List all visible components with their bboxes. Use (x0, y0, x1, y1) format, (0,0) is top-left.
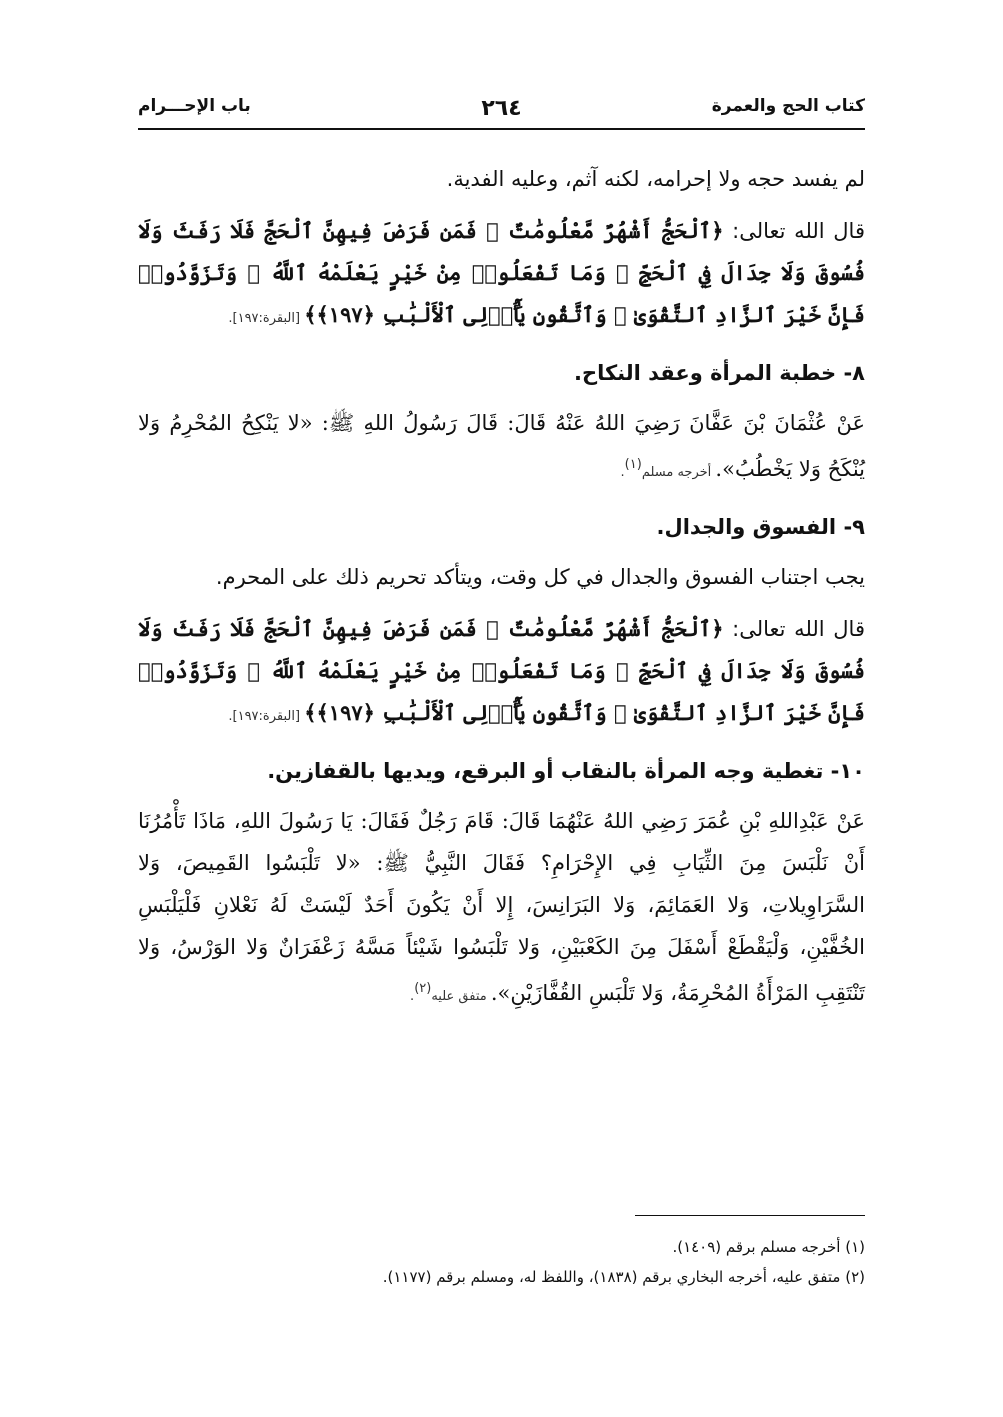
hadith-block: عَنْ عُثْمَانَ بْنَ عَفَّانَ رَضِيَ اللهُ عَنْهُ قَالَ: قَالَ رَسُولُ اللهِ ﷺ: «لا يَنْكِحُ المُحْرِمُ وَلا يُنْكَحُ وَلا يَخْطُبُ». أخرجه مسلم$^{(١)}$. (138, 411, 865, 481)
hadith-text: عَنْ عُثْمَانَ بْنَ عَفَّانَ رَضِيَ اللهُ عَنْهُ قَالَ: قَالَ رَسُولُ اللهِ ﷺ: «لا يَنْكِحُ المُحْرِمُ وَلا يُنْكَحُ وَلا يَخْطُبُ». (138, 411, 865, 481)
section-heading-8: ٨- خطبة المرأة وعقد النكاح. (573, 361, 865, 385)
hadith-text: عَنْ عَبْدِاللهِ بْنِ عُمَرَ رَضِي اللهُ عَنْهُمَا قَالَ: قَامَ رَجُلٌ فَقَالَ: يَا رَسُولَ اللهِ، مَاذَا تَأْمُرُنَا أَنْ نَلْبَسَ مِنَ الثِّيَابِ فِي الإِحْرَامِ؟ فَقَالَ النَّبِيُّ ﷺ: «لا تَلْبَسُوا القَمِيصَ، وَلا السَّرَاوِيلاتِ، وَلا العَمَائِمَ، وَلا البَرَانِسَ، إِلا أَنْ يَكُونَ أَحَدٌ لَيْسَتْ لَهُ نَعْلانِ فَلْيَلْبَسِ الخُفَّيْنِ، وَلْيَقْطَعْ أَسْفَلَ مِنَ الكَعْبَيْنِ، وَلا تَلْبَسُوا شَيْئاً مَسَّهُ زَعْفَرَانٌ وَلا الوَرْسُ، وَلا تَنْتَقِبِ المَرْأَةُ المُحْرِمَةُ، وَلا تَلْبَسِ القُفَّازَيْنِ». (138, 809, 865, 1005)
footnote-marker[interactable]: (٢) (414, 981, 432, 996)
verse-block (138, 608, 865, 738)
paragraph: يجب اجتناب الفسوق والجدال في كل وقت، ويتأكد تحريم ذلك على المحرم. (215, 565, 865, 589)
footnote: (١) أخرجه مسلم برقم (١٤٠٩). (672, 1238, 865, 1256)
footnote-marker[interactable]: (١) (624, 457, 642, 472)
verse-intro: قال الله تعالى: (723, 617, 865, 641)
verse-block (138, 210, 865, 340)
verse-reference: [البقرة:١٩٧]. (228, 709, 305, 724)
section-heading-9: ٩- الفسوق والجدال. (656, 515, 865, 539)
paragraph: لم يفسد حجه ولا إحرامه، لكنه آثم، وعليه الفدية. (446, 167, 865, 191)
hadith-source: أخرجه مسلم (641, 465, 716, 480)
book-title: كتاب الحج والعمرة (711, 96, 865, 116)
quran-verse: ﴿ٱلْحَجُّ أَشْهُرٌ مَّعْلُومَٰتٌ ۚ فَمَن فَرَضَ فِيهِنَّ ٱلْحَجَّ فَلَا رَفَثَ وَلَا فُسُوقَ وَلَا جِدَالَ فِي ٱلْحَجِّ ۗ وَمَا تَفْعَلُوا۟ مِنْ خَيْرٍ يَعْلَمْهُ ٱللَّهُ ۗ وَتَزَوَّدُوا۟ فَإِنَّ خَيْرَ ٱلزَّادِ ٱلتَّقْوَىٰ ۚ وَٱتَّقُونِ يَٰٓأُو۟لِى ٱلْأَلْبَٰبِ ﴿١٩٧﴾﴾ (138, 616, 865, 725)
page-number: ٢٦٤ (481, 96, 522, 121)
running-header (138, 92, 865, 130)
section-heading-10: ١٠- تغطية وجه المرأة بالنقاب أو البرقع، ويديها بالقفازين. (267, 759, 865, 783)
chapter-title: باب الإحـــرام (138, 96, 251, 116)
footnotes (138, 1232, 865, 1292)
verse-intro: قال الله تعالى: (723, 219, 865, 243)
footnote: (٢) متفق عليه، أخرجه البخاري برقم (١٨٣٨)، واللفظ له، ومسلم برقم (١١٧٧). (382, 1268, 865, 1286)
quran-verse: ﴿ٱلْحَجُّ أَشْهُرٌ مَّعْلُومَٰتٌ ۚ فَمَن فَرَضَ فِيهِنَّ ٱلْحَجَّ فَلَا رَفَثَ وَلَا فُسُوقَ وَلَا جِدَالَ فِي ٱلْحَجِّ ۗ وَمَا تَفْعَلُوا۟ مِنْ خَيْرٍ يَعْلَمْهُ ٱللَّهُ ۗ وَتَزَوَّدُوا۟ فَإِنَّ خَيْرَ ٱلزَّادِ ٱلتَّقْوَىٰ ۚ وَٱتَّقُونِ يَٰٓأُو۟لِى ٱلْأَلْبَٰبِ ﴿١٩٧﴾﴾ (138, 218, 865, 327)
verse-reference: [البقرة:١٩٧]. (228, 311, 305, 326)
hadith-source: متفق عليه (431, 989, 491, 1004)
main-text (138, 158, 865, 1018)
hadith-block: عَنْ عَبْدِاللهِ بْنِ عُمَرَ رَضِي اللهُ عَنْهُمَا قَالَ: قَامَ رَجُلٌ فَقَالَ: يَا رَسُولَ اللهِ، مَاذَا تَأْمُرُنَا أَنْ نَلْبَسَ مِنَ الثِّيَابِ فِي الإِحْرَامِ؟ فَقَالَ النَّبِيُّ ﷺ: «لا تَلْبَسُوا القَمِيصَ، وَلا السَّرَاوِيلاتِ، وَلا العَمَائِمَ، وَلا البَرَانِسَ، إِلا أَنْ يَكُونَ أَحَدٌ لَيْسَتْ لَهُ نَعْلانِ فَلْيَلْبَسِ الخُفَّيْنِ، وَلْيَقْطَعْ أَسْفَلَ مِنَ الكَعْبَيْنِ، وَلا تَلْبَسُوا شَيْئاً مَسَّهُ زَعْفَرَانٌ وَلا الوَرْسُ، وَلا تَنْتَقِبِ المَرْأَةُ المُحْرِمَةُ، وَلا تَلْبَسِ القُفَّازَيْنِ». متفق عليه$^{(٢)}$. (138, 809, 865, 1005)
footnote-divider (635, 1215, 865, 1216)
